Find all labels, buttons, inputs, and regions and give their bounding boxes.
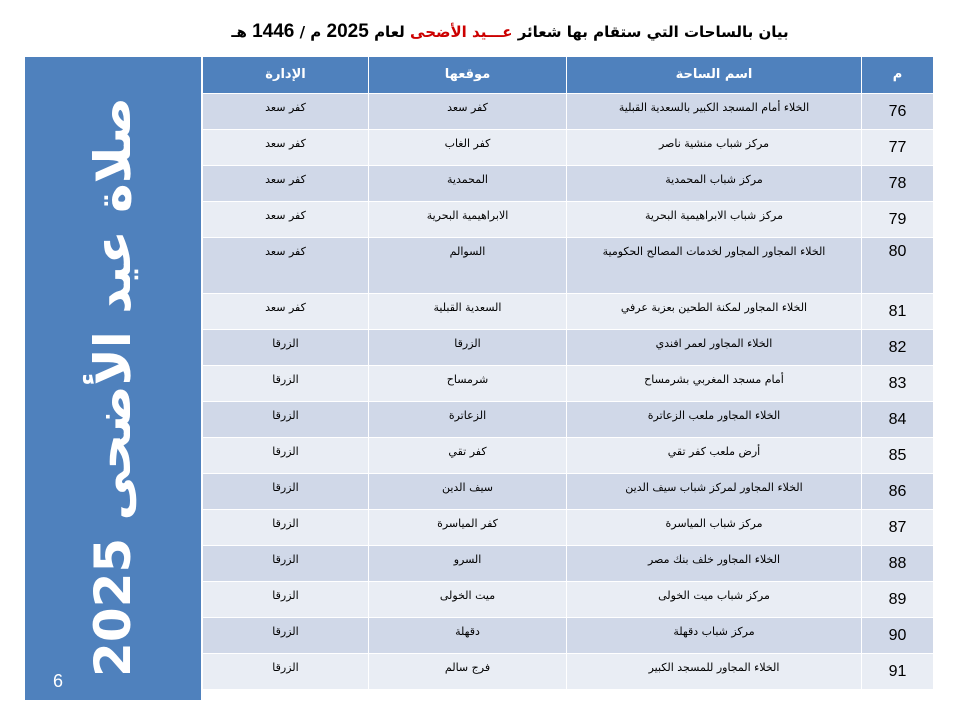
cell-name: مركز شباب ميت الخولى [567, 581, 862, 617]
cell-name: الخلاء المجاور لمكنة الطحين بعزبة عرفي [567, 293, 862, 329]
cell-location: السعدية القبلية [369, 293, 567, 329]
cell-num: 88 [862, 545, 934, 581]
cell-name: الخلاء المجاور لمركز شباب سيف الدين [567, 473, 862, 509]
cell-location: كفر المياسرة [369, 509, 567, 545]
side-banner-text: صلاة عيد الأضحى 2025 [84, 97, 142, 677]
cell-name: الخلاء المجاور خلف بنك مصر [567, 545, 862, 581]
cell-admin: كفر سعد [203, 165, 369, 201]
cell-location: ميت الخولى [369, 581, 567, 617]
table-row [203, 509, 934, 545]
cell-name: مركز شباب دقهلة [567, 617, 862, 653]
cell-name: مركز شباب المياسرة [567, 509, 862, 545]
cell-admin: الزرقا [203, 473, 369, 509]
cell-name: مركز شباب الابراهيمية البحرية [567, 201, 862, 237]
side-banner [25, 57, 201, 700]
table-row [203, 201, 934, 237]
cell-location: شرمساح [369, 365, 567, 401]
cell-location: كفر الغاب [369, 129, 567, 165]
cell-num: 77 [862, 129, 934, 165]
cell-num: 89 [862, 581, 934, 617]
cell-num: 76 [862, 93, 934, 129]
table-row [203, 93, 934, 129]
cell-name: الخلاء المجاور المجاور لخدمات المصالح الحكومية [567, 237, 862, 293]
cell-admin: الزرقا [203, 653, 369, 689]
prayer-areas-table [202, 57, 934, 690]
cell-admin: الزرقا [203, 365, 369, 401]
cell-location: السوالم [369, 237, 567, 293]
cell-admin: الزرقا [203, 437, 369, 473]
table-row [203, 401, 934, 437]
cell-location: المحمدية [369, 165, 567, 201]
title-year: 2025 [326, 21, 369, 42]
table-row [203, 653, 934, 689]
cell-location: الابراهيمية البحرية [369, 201, 567, 237]
title-suffix: لعام [374, 23, 405, 41]
cell-admin: الزرقا [203, 617, 369, 653]
cell-name: أرض ملعب كفر تقي [567, 437, 862, 473]
cell-name: مركز شباب المحمدية [567, 165, 862, 201]
cell-num: 85 [862, 437, 934, 473]
cell-name: الخلاء المجاور للمسجد الكبير [567, 653, 862, 689]
cell-num: 80 [862, 237, 934, 293]
cell-num: 90 [862, 617, 934, 653]
table-row [203, 293, 934, 329]
cell-location: كفر سعد [369, 93, 567, 129]
cell-name: الخلاء المجاور لعمر افندي [567, 329, 862, 365]
table-row [203, 165, 934, 201]
cell-name: الخلاء أمام المسجد الكبير بالسعدية القبلية [567, 93, 862, 129]
cell-location: الزعاترة [369, 401, 567, 437]
table-row [203, 545, 934, 581]
cell-num: 78 [862, 165, 934, 201]
cell-admin: الزرقا [203, 329, 369, 365]
cell-location: فرج سالم [369, 653, 567, 689]
table-row [203, 329, 934, 365]
cell-admin: كفر سعد [203, 293, 369, 329]
table-row [203, 617, 934, 653]
cell-num: 91 [862, 653, 934, 689]
cell-name: أمام مسجد المغربي بشرمساح [567, 365, 862, 401]
cell-admin: كفر سعد [203, 201, 369, 237]
cell-location: سيف الدين [369, 473, 567, 509]
cell-admin: كفر سعد [203, 237, 369, 293]
title-highlight: عـــيد الأضحى [410, 23, 513, 41]
cell-num: 82 [862, 329, 934, 365]
title-prefix: بيان بالساحات التي ستقام بها شعائر [517, 23, 789, 41]
cell-location: السرو [369, 545, 567, 581]
header-num: م [862, 57, 934, 93]
title-h: هـ [231, 23, 247, 41]
table-row [203, 237, 934, 293]
cell-name: مركز شباب منشية ناصر [567, 129, 862, 165]
cell-location: دقهلة [369, 617, 567, 653]
cell-num: 84 [862, 401, 934, 437]
cell-location: كفر تقي [369, 437, 567, 473]
table-row [203, 437, 934, 473]
cell-admin: الزرقا [203, 581, 369, 617]
cell-num: 86 [862, 473, 934, 509]
cell-name: الخلاء المجاور ملعب الزعاترة [567, 401, 862, 437]
slide-title [130, 10, 890, 54]
table-body [203, 93, 934, 689]
slide-number: 6 [52, 671, 63, 691]
cell-num: 83 [862, 365, 934, 401]
cell-admin: كفر سعد [203, 93, 369, 129]
cell-admin: كفر سعد [203, 129, 369, 165]
header-admin: الإدارة [203, 57, 369, 93]
cell-num: 87 [862, 509, 934, 545]
table-row [203, 365, 934, 401]
title-hijri: 1446 [252, 21, 295, 42]
header-name: اسم الساحة [567, 57, 862, 93]
title-m: م / [299, 23, 322, 41]
table-header-row [203, 57, 934, 93]
table-row [203, 473, 934, 509]
table-row [203, 129, 934, 165]
cell-admin: الزرقا [203, 401, 369, 437]
cell-num: 79 [862, 201, 934, 237]
table-row [203, 581, 934, 617]
cell-num: 81 [862, 293, 934, 329]
header-location: موقعها [369, 57, 567, 93]
cell-admin: الزرقا [203, 509, 369, 545]
cell-admin: الزرقا [203, 545, 369, 581]
cell-location: الزرقا [369, 329, 567, 365]
